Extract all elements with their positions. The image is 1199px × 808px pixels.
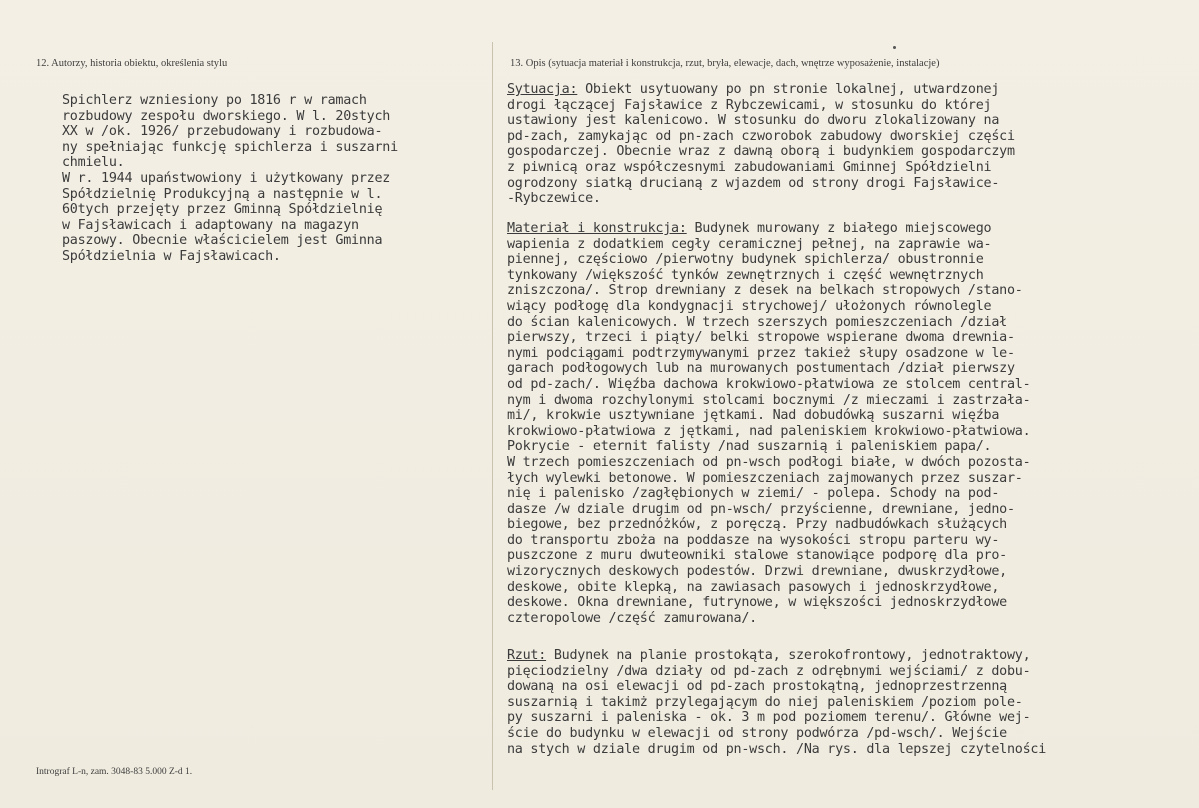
rzut-text: Budynek na planie prostokąta, szerokofrontowy, jednotraktowy, pięciodzielny /dwa działy od pd-zach z odrębnymi wejściami/ z dobu- dowaną na osi elewacji od pd-zach prostokątną, jednoprzestrzenną suszarnią i takimż przylegającym do niej paleniskiem /poziom pole- py suszarni i paleniska - ok. 3 m pod poziomem terenu/. Główne wej- ście do budynku w elewacji od strony podwórza /pd-wsch/. Wejście na stych w dziale drugim od pn-wsch. /Na rys. dla lepszej czytelności bbox=[507, 648, 1047, 757]
column-divider bbox=[492, 42, 493, 790]
material-label: Materiał i konstrukcja: bbox=[507, 221, 687, 236]
right-section-header: 13. Opis (sytuacja materiał i konstrukcja, rzut, bryła, elewacje, dach, wnętrze wyposażenie, instalacje) bbox=[510, 58, 940, 69]
ink-dot bbox=[893, 46, 896, 49]
rzut-label: Rzut: bbox=[507, 648, 547, 663]
history-text: Spichlerz wzniesiony po 1816 r w ramach rozbudowy zespołu dworskiego. W l. 20stych XX w /ok. 1926/ przebudowany i rozbudowa- ny spełniając funkcję spichlerza i suszarni chmielu. W r. 1944 upaństwowiony i użytkowany przez Spółdzielnię Produkcyjną a następnie w l. 60tych przejęty przez Gminną Spółdzielnię w Fajsławicach i adaptowany na magazyn paszowy. Obecnie właścicielem jest Gminna Spółdzielnia w Fajsławicach. bbox=[62, 93, 398, 264]
material-section bbox=[507, 221, 1191, 626]
sytuacja-section bbox=[507, 82, 1191, 207]
sytuacja-text: Obiekt usytuowany po pn stronie lokalnej, utwardzonej drogi łączącej Fajsławice z Rybczewicami, w stosunku do której ustawiony jest kalenicowo. W stosunku do dworu zlokalizowany na pd-zach, zamykając od pn-zach czworobok zabudowy dworskiej części gospodarczej. Obecnie wraz z dawną oborą i budynkiem gospodarczym z piwnicą oraz współczesnymi zabudowaniami Gminnej Spółdzielni ogrodzony siatką drucianą z wjazdem od strony drogi Fajsławice- -Rybczewice. bbox=[507, 82, 1015, 207]
sytuacja-label: Sytuacja: bbox=[507, 82, 578, 97]
left-section-header: 12. Autorzy, historia obiektu, określenia stylu bbox=[36, 58, 228, 69]
printer-footer: Intrograf L-n, zam. 3048-83 5.000 Z-d 1. bbox=[36, 767, 193, 777]
rzut-section bbox=[507, 648, 1191, 757]
material-text: Budynek murowany z białego miejscowego wapienia z dodatkiem cegły ceramicznej pełnej, na zaprawie wa- piennej, częściowo /pierwotny budynek spichlerza/ obustronnie tynkowany /większość tynków zewnętrznych i część wewnętrznych zniszczona/. Strop drewniany z desek na belkach stropowych /stano- wiący podłogę dla kondygnacji strychowej/ ułożonych równolegle do ścian kalenicowych. W trzech szerszych pomieszczeniach /dział pierwszy, trzeci i piąty/ belki stropowe wspierane dwoma drewnia- nymi podciągami podtrzymywanymi przez takież słupy osadzone w le- garach podłogowych lub na murowanych postumentach /dział pierwszy od pd-zach/. Więźba dachowa krokwiowo-płatwiowa ze stolcem central- nym i dwoma rozchylonymi stolcami bocznymi /z mieczami i zastrzała- mi/, krokwie usztywniane jętkami. Nad dobudówką suszarni więźba krokwiowo-płatwiowa z jętkami, nad paleniskiem krokwiowo-płatwiowa. Pokrycie - eternit falisty /nad suszarnią i paleniskiem papa/. W trzech pomieszczeniach od pn-wsch podłogi białe, w dwóch pozosta- łych wylewki betonowe. W pomieszczeniach zajmowanych przez suszar- nię i palenisko /zagłębionych w ziemi/ - polepa. Schody na pod- dasze /w dziale drugim od pn-wsch/ przyścienne, drewniane, jedno- biegowe, bez przednóżków, z poręczą. Przy nadbudówkach służących do transportu zboża na poddasze na wysokości stropu parteru wy- puszczone z muru dwuteowniki stalowe stanowiące podporę dla pro- wizorycznych deskowych podestów. Drzwi drewniane, dwuskrzydłowe, deskowe, obite klepką, na zawiasach pasowych i jednoskrzydłowe, deskowe. Okna drewniane, futrynowe, w większości jednoskrzydłowe czteropolowe /część zamurowana/. bbox=[507, 221, 1031, 626]
